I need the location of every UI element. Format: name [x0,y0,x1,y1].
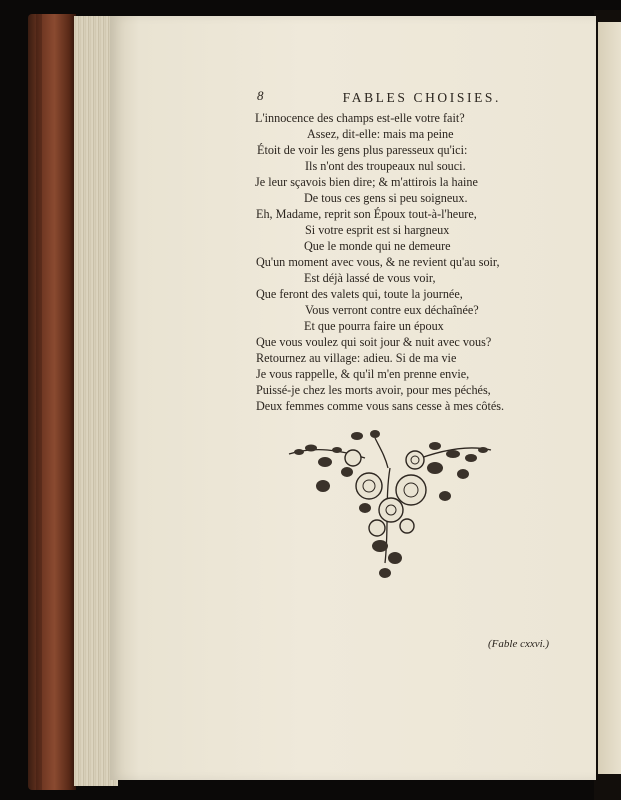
poem-line: Retournez au village: adieu. Si de ma vie [256,351,457,365]
poem-line: Eh, Madame, reprit son Époux tout-à-l'heure, [256,207,477,221]
floral-vignette-icon [285,428,495,580]
page-number: 8 [257,88,264,103]
poem-line: Vous verront contre eux déchaînée? [305,303,479,317]
poem-line: De tous ces gens si peu soigneux. [304,191,468,205]
poem-line: Je vous rappelle, & qu'il m'en prenne envie, [256,367,470,381]
poem-line: Qu'un moment avec vous, & ne revient qu'au soir, [256,255,500,269]
poem-line: Puissé-je chez les morts avoir, pour mes péchés, [256,383,491,397]
poem-line: L'innocence des champs est-elle votre fait? [255,111,465,125]
poem-line: Si votre esprit est si hargneux [305,223,450,237]
catchword: (Fable cxxvi.) [488,638,550,650]
running-title: FABLES CHOISIES. [342,90,501,105]
poem-line: Étoit de voir les gens plus paresseux qu'ici: [257,143,468,157]
poem-line: Deux femmes comme vous sans cesse à mes côtés. [256,399,505,413]
poem-line: Est déjà lassé de vous voir, [304,271,436,285]
poem-line: Que feront des valets qui, toute la journée, [256,287,463,301]
poem-line: Et que pourra faire un époux [304,319,444,333]
poem-line: Je leur sçavois bien dire; & m'attirois la haine [255,175,478,189]
poem-line: Ils n'ont des troupeaux nul souci. [305,159,466,173]
poem-line: Assez, dit-elle: mais ma peine [307,127,454,141]
poem-line: Que vous voulez qui soit jour & nuit avec vous? [256,335,492,349]
poem-line: Que le monde qui ne demeure [304,239,451,253]
